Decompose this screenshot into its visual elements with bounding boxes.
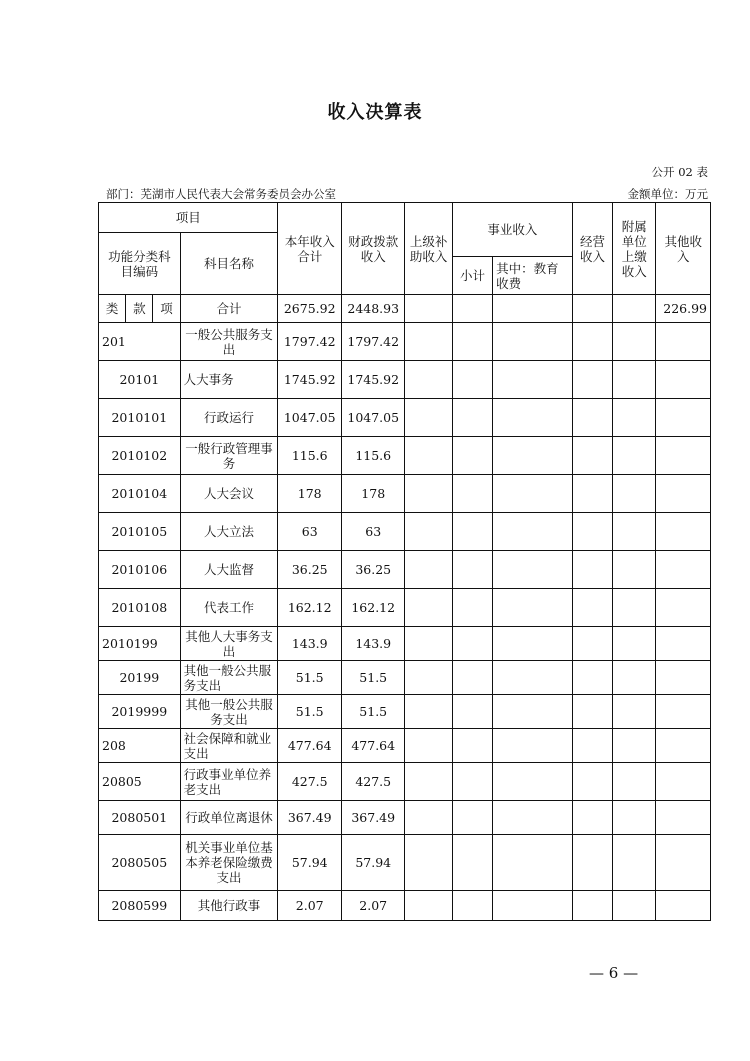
row-empty-cell — [405, 891, 452, 921]
row-empty-cell — [613, 323, 656, 361]
row-fiscal: 1797.42 — [341, 323, 405, 361]
row-empty-cell — [613, 729, 656, 763]
row-empty-cell — [572, 361, 612, 399]
table-row — [99, 695, 711, 729]
table-row — [99, 729, 711, 763]
row-empty-cell — [493, 729, 573, 763]
header-business: 事业收入 — [452, 203, 572, 257]
row-fiscal: 2.07 — [341, 891, 405, 921]
header-item: 项目 — [99, 203, 278, 233]
row-empty-cell — [613, 437, 656, 475]
total-label: 合计 — [180, 295, 278, 323]
row-code: 208 — [99, 729, 181, 763]
row-empty-cell — [656, 323, 711, 361]
row-empty-cell — [572, 589, 612, 627]
row-fiscal: 51.5 — [341, 695, 405, 729]
row-code: 2010105 — [99, 513, 181, 551]
row-empty-cell — [405, 627, 452, 661]
table-row — [99, 589, 711, 627]
row-empty-cell — [493, 627, 573, 661]
row-empty-cell — [656, 589, 711, 627]
row-empty-cell — [656, 513, 711, 551]
row-empty-cell — [452, 729, 492, 763]
row-name: 机关事业单位基本养老保险缴费支出 — [180, 835, 278, 891]
row-empty-cell — [452, 763, 492, 801]
row-empty-cell — [656, 475, 711, 513]
row-fiscal: 143.9 — [341, 627, 405, 661]
row-code: 2010101 — [99, 399, 181, 437]
row-fiscal: 477.64 — [341, 729, 405, 763]
row-empty-cell — [493, 551, 573, 589]
row-empty-cell — [572, 835, 612, 891]
row-fiscal: 51.5 — [341, 661, 405, 695]
row-empty-cell — [405, 835, 452, 891]
row-empty-cell — [405, 801, 452, 835]
row-code: 2010108 — [99, 589, 181, 627]
row-empty-cell — [613, 763, 656, 801]
row-empty-cell — [493, 513, 573, 551]
row-empty-cell — [656, 551, 711, 589]
row-empty-cell — [452, 589, 492, 627]
row-empty-cell — [452, 661, 492, 695]
header-xiang: 项 — [153, 295, 180, 323]
table-row — [99, 627, 711, 661]
row-empty-cell — [572, 729, 612, 763]
unit-label: 金额单位：万元 — [627, 187, 708, 201]
table-row — [99, 437, 711, 475]
row-empty-cell — [452, 399, 492, 437]
row-fiscal: 36.25 — [341, 551, 405, 589]
row-empty-cell — [405, 475, 452, 513]
row-fiscal: 178 — [341, 475, 405, 513]
department-label: 部门：芜湖市人民代表大会常务委员会办公室 — [106, 187, 336, 201]
header-kuan: 款 — [126, 295, 153, 323]
row-empty-cell — [613, 627, 656, 661]
row-name: 其他人大事务支出 — [180, 627, 278, 661]
row-code: 2010106 — [99, 551, 181, 589]
row-name: 人大会议 — [180, 475, 278, 513]
row-empty-cell — [405, 661, 452, 695]
row-empty-cell — [452, 627, 492, 661]
row-fiscal: 162.12 — [341, 589, 405, 627]
total-fiscal: 2448.93 — [341, 295, 405, 323]
table-row — [99, 361, 711, 399]
row-name: 其他一般公共服务支出 — [180, 661, 278, 695]
row-empty-cell — [452, 801, 492, 835]
row-empty-cell — [656, 801, 711, 835]
row-empty-cell — [656, 361, 711, 399]
row-empty-cell — [452, 475, 492, 513]
row-fiscal: 63 — [341, 513, 405, 551]
row-empty-cell — [493, 661, 573, 695]
header-edu: 其中：教育收费 — [493, 257, 573, 295]
page-number: — 6 — — [589, 964, 639, 982]
row-empty-cell — [405, 763, 452, 801]
row-code: 20199 — [99, 661, 181, 695]
row-empty-cell — [405, 361, 452, 399]
row-empty-cell — [405, 437, 452, 475]
header-superior: 上级补助收入 — [405, 203, 452, 295]
row-empty-cell — [613, 835, 656, 891]
row-empty-cell — [572, 551, 612, 589]
table-row — [99, 763, 711, 801]
row-empty-cell — [613, 513, 656, 551]
row-empty-cell — [572, 513, 612, 551]
row-total: 1797.42 — [278, 323, 342, 361]
row-empty-cell — [493, 361, 573, 399]
row-name: 社会保障和就业支出 — [180, 729, 278, 763]
row-total: 115.6 — [278, 437, 342, 475]
row-name: 人大监督 — [180, 551, 278, 589]
row-empty-cell — [572, 801, 612, 835]
row-empty-cell — [613, 361, 656, 399]
row-empty-cell — [452, 891, 492, 921]
row-empty-cell — [405, 589, 452, 627]
row-empty-cell — [613, 551, 656, 589]
row-empty-cell — [613, 891, 656, 921]
table-row — [99, 551, 711, 589]
header-total: 本年收入合计 — [278, 203, 342, 295]
row-code: 2080599 — [99, 891, 181, 921]
row-empty-cell — [613, 661, 656, 695]
row-code: 2010104 — [99, 475, 181, 513]
row-empty-cell — [613, 695, 656, 729]
row-fiscal: 115.6 — [341, 437, 405, 475]
row-empty-cell — [452, 551, 492, 589]
header-lei: 类 — [99, 295, 126, 323]
row-empty-cell — [613, 475, 656, 513]
header-subject-name: 科目名称 — [180, 233, 278, 295]
table-row — [99, 475, 711, 513]
row-empty-cell — [572, 661, 612, 695]
row-fiscal: 1745.92 — [341, 361, 405, 399]
row-total: 36.25 — [278, 551, 342, 589]
row-empty-cell — [405, 695, 452, 729]
row-empty-cell — [656, 399, 711, 437]
row-empty-cell — [572, 627, 612, 661]
row-name: 人大立法 — [180, 513, 278, 551]
row-empty-cell — [493, 695, 573, 729]
row-total: 143.9 — [278, 627, 342, 661]
row-empty-cell — [493, 437, 573, 475]
row-total: 367.49 — [278, 801, 342, 835]
row-empty-cell — [656, 891, 711, 921]
table-row — [99, 835, 711, 891]
income-table — [98, 202, 711, 921]
row-fiscal: 57.94 — [341, 835, 405, 891]
row-empty-cell — [452, 323, 492, 361]
header-affiliated: 附属单位上缴收入 — [613, 203, 656, 295]
row-code: 2019999 — [99, 695, 181, 729]
row-empty-cell — [493, 801, 573, 835]
row-empty-cell — [452, 835, 492, 891]
row-code: 20805 — [99, 763, 181, 801]
row-empty-cell — [452, 513, 492, 551]
row-empty-cell — [656, 729, 711, 763]
row-empty-cell — [656, 695, 711, 729]
row-name: 其他一般公共服务支出 — [180, 695, 278, 729]
page-title: 收入决算表 — [327, 102, 423, 123]
row-empty-cell — [405, 551, 452, 589]
table-row — [99, 661, 711, 695]
row-empty-cell — [405, 323, 452, 361]
table-row — [99, 891, 711, 921]
row-name: 人大事务 — [180, 361, 278, 399]
header-subtotal: 小计 — [452, 257, 492, 295]
row-name: 行政运行 — [180, 399, 278, 437]
row-total: 477.64 — [278, 729, 342, 763]
row-code: 2010102 — [99, 437, 181, 475]
table-row — [99, 323, 711, 361]
row-empty-cell — [656, 627, 711, 661]
row-total: 51.5 — [278, 695, 342, 729]
row-fiscal: 427.5 — [341, 763, 405, 801]
row-empty-cell — [493, 399, 573, 437]
table-row — [99, 513, 711, 551]
row-empty-cell — [452, 361, 492, 399]
row-empty-cell — [613, 801, 656, 835]
row-total: 1047.05 — [278, 399, 342, 437]
header-fiscal: 财政拨款收入 — [341, 203, 405, 295]
row-empty-cell — [493, 763, 573, 801]
row-total: 2.07 — [278, 891, 342, 921]
row-empty-cell — [613, 399, 656, 437]
row-empty-cell — [493, 589, 573, 627]
row-empty-cell — [572, 763, 612, 801]
row-empty-cell — [656, 835, 711, 891]
total-other: 226.99 — [656, 295, 711, 323]
row-fiscal: 367.49 — [341, 801, 405, 835]
row-name: 一般行政管理事务 — [180, 437, 278, 475]
row-empty-cell — [405, 399, 452, 437]
row-empty-cell — [572, 475, 612, 513]
header-operating: 经营收入 — [572, 203, 612, 295]
row-code: 20101 — [99, 361, 181, 399]
row-code: 2010199 — [99, 627, 181, 661]
total-value: 2675.92 — [278, 295, 342, 323]
row-empty-cell — [613, 589, 656, 627]
row-total: 51.5 — [278, 661, 342, 695]
row-empty-cell — [572, 399, 612, 437]
row-code: 2080501 — [99, 801, 181, 835]
row-empty-cell — [452, 695, 492, 729]
header-func-code: 功能分类科目编码 — [99, 233, 181, 295]
row-code: 201 — [99, 323, 181, 361]
row-name: 行政单位离退休 — [180, 801, 278, 835]
form-code: 公开 02 表 — [651, 165, 708, 179]
row-empty-cell — [572, 891, 612, 921]
table-row — [99, 399, 711, 437]
row-empty-cell — [572, 323, 612, 361]
row-name: 其他行政事 — [180, 891, 278, 921]
row-empty-cell — [656, 763, 711, 801]
row-empty-cell — [572, 695, 612, 729]
row-total: 63 — [278, 513, 342, 551]
row-empty-cell — [493, 835, 573, 891]
row-empty-cell — [405, 729, 452, 763]
row-name: 代表工作 — [180, 589, 278, 627]
table-row — [99, 801, 711, 835]
row-total: 427.5 — [278, 763, 342, 801]
row-total: 57.94 — [278, 835, 342, 891]
row-total: 162.12 — [278, 589, 342, 627]
row-total: 178 — [278, 475, 342, 513]
row-name: 一般公共服务支出 — [180, 323, 278, 361]
row-empty-cell — [656, 661, 711, 695]
row-empty-cell — [452, 437, 492, 475]
row-name: 行政事业单位养老支出 — [180, 763, 278, 801]
row-empty-cell — [572, 437, 612, 475]
row-fiscal: 1047.05 — [341, 399, 405, 437]
row-empty-cell — [493, 891, 573, 921]
row-code: 2080505 — [99, 835, 181, 891]
row-empty-cell — [405, 513, 452, 551]
row-empty-cell — [493, 475, 573, 513]
row-total: 1745.92 — [278, 361, 342, 399]
row-empty-cell — [493, 323, 573, 361]
header-other: 其他收入 — [656, 203, 711, 295]
row-empty-cell — [656, 437, 711, 475]
